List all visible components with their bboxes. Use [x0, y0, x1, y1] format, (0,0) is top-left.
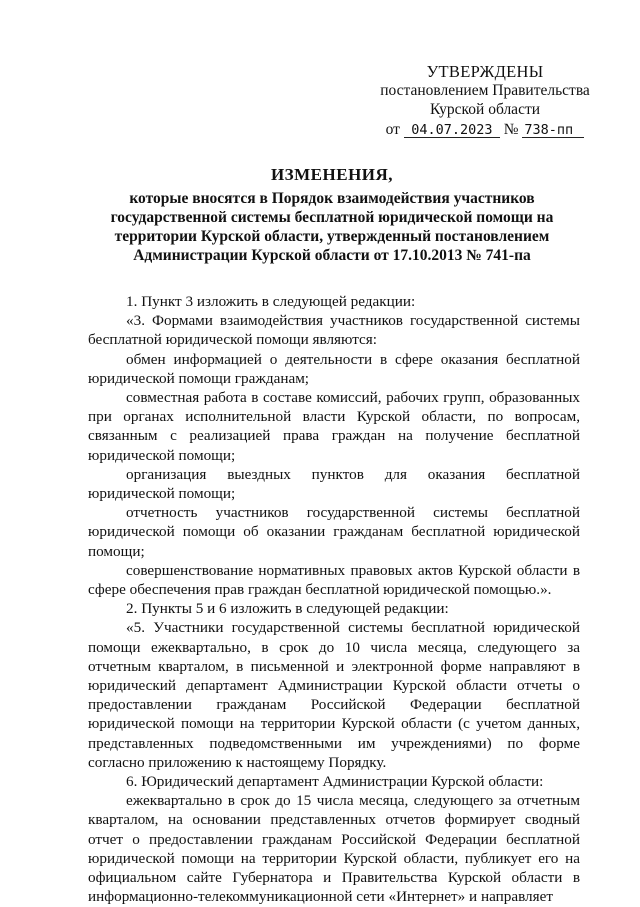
title-subtitle: которые вносятся в Порядок взаимодействия участников государственной системы бесплатной юридической помощи на территории Курской области, утвержденный постановлением Администрации Курской области от 17.10.2013 № 741-па: [110, 190, 554, 264]
paragraph: совершенствование нормативных правовых актов Курской области в сфере обеспечения прав граждан бесплатной юридической помощью.».: [88, 561, 580, 599]
title-main: ИЗМЕНЕНИЯ,: [270, 165, 394, 184]
paragraph: 1. Пункт 3 изложить в следующей редакции:: [126, 293, 416, 310]
paragraph: совместная работа в составе комиссий, рабочих групп, образованных при органах исполнительной власти Курской области, по вопросам, связанным с реализацией права граждан на получение бесплатной юридической помощи;: [88, 389, 580, 464]
paragraph: 6. Юридический департамент Администрации Курской области:: [126, 773, 544, 791]
approval-number: 738-пп: [522, 123, 584, 138]
document-title: [86, 165, 578, 265]
approval-region-line: Курской области: [429, 101, 541, 118]
approval-stamp: [360, 62, 610, 139]
approval-date-line: [360, 120, 610, 139]
paragraph: 2. Пункты 5 и 6 изложить в следующей редакции:: [126, 600, 449, 618]
approval-heading: УТВЕРЖДЕНЫ: [426, 62, 544, 81]
paragraph: организация выездных пунктов для оказания бесплатной юридической помощи;: [88, 465, 580, 503]
document-body: [88, 292, 580, 907]
paragraph: «5. Участники государственной системы бесплатной юридической помощи ежеквартально, в срок до 10 числа месяца, следующего за отчетным кварталом, в письменной и электронной форме направляют в юридический департамент Администрации Курской области отчеты о предоставлении гражданам Российской Федерации бесплатной юридической помощи на территории Курской области (с учетом данных, представленных подведомственными им учреждениями) по форме согласно приложению к настоящему Порядку.: [88, 619, 580, 771]
approval-by-line: постановлением Правительства: [380, 82, 590, 99]
paragraph: обмен информацией о деятельности в сфере оказания бесплатной юридической помощи гражданам;: [88, 350, 580, 387]
date-prefix: от: [385, 121, 400, 138]
number-prefix: №: [503, 121, 519, 138]
paragraph: отчетность участников государственной системы бесплатной юридической помощи об оказании гражданам бесплатной юридической помощи;: [88, 504, 580, 560]
approval-date: 04.07.2023: [404, 123, 500, 138]
paragraph: «3. Формами взаимодействия участников государственной системы бесплатной юридической помощи являются:: [88, 312, 580, 349]
paragraph: ежеквартально в срок до 15 числа месяца, следующего за отчетным кварталом, на основании представленных отчетов формирует сводный отчет о предоставлении гражданам Российской Федерации бесплатной юридической помощи на территории Курской области, публикует его на официальном сайте Губернатора и Правительства Курской области в информационно-телекоммуникационной сети «Интернет» и направляет: [88, 792, 580, 906]
